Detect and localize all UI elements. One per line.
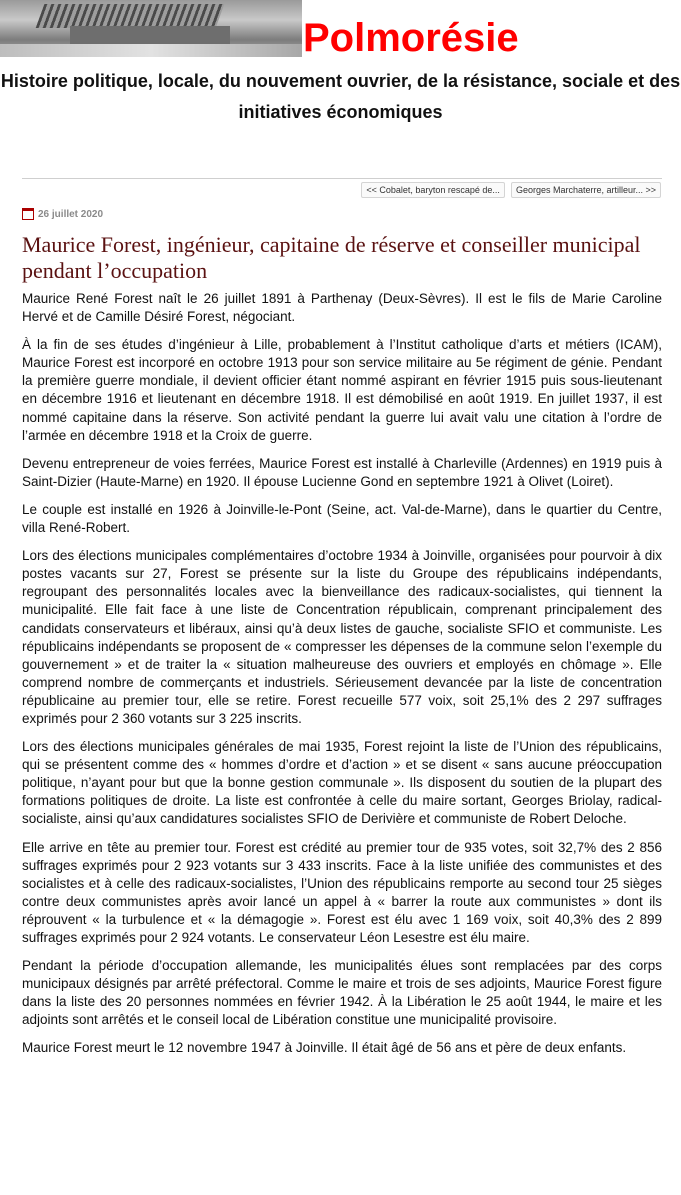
post-paragraph: Le couple est installé en 1926 à Joinville-le-Pont (Seine, act. Val-de-Marne), dans le quartier du Centre, villa René-Robert. (22, 501, 662, 536)
site-header (0, 0, 681, 135)
post-date: 26 juillet 2020 (38, 208, 104, 220)
post-paragraph: Maurice René Forest naît le 26 juillet 1891 à Parthenay (Deux-Sèvres). Il est le fils de Marie Caroline Hervé et de Camille Désiré Forest, négociant. (22, 291, 662, 325)
previous-post-link[interactable]: << Cobalet, baryton rescapé de... (361, 182, 505, 198)
post-paragraph: À la fin de ses études d’ingénieur à Lille, probablement à l’Institut catholique d’arts et métiers (ICAM), Maurice Forest est incorporé en octobre 1913 pour son service militaire au 5e régiment de génie. Pendant la première guerre mondiale, il devient officier étant nommé aspirant en février 1915 puis sous-lieutenant en décembre 1916 et lieutenant en décembre 1918. Il est démobilisé en août 1919. En juillet 1937, il est nommé capitaine dans la réserve. Son activité pendant la guerre lui avait valu une citation à l’ordre de l’armée en décembre 1918 et la Croix de guerre. (22, 337, 662, 443)
post-paragraph: Pendant la période d’occupation allemande, les municipalités élues sont remplacées par des corps municipaux désignés par arrêté préfectoral. Comme le maire et trois de ses adjoints, Maurice Forest figure dans la liste des 20 personnes nommées en février 1942. À la Libération le 25 août 1944, le maire et les adjoints sont arrêtés et le conseil local de Libération constitue une municipalité provisoire. (22, 958, 662, 1028)
calendar-icon (22, 208, 34, 220)
next-post-link[interactable]: Georges Marchaterre, artilleur... >> (511, 182, 661, 198)
post-body (22, 290, 662, 1068)
site-title[interactable]: Polmorésie (303, 16, 519, 60)
post-paragraph: Maurice Forest meurt le 12 novembre 1947 à Joinville. Il était âgé de 56 ans et père de deux enfants. (22, 1040, 627, 1056)
header-divider (22, 178, 662, 179)
post-navigation (361, 182, 661, 198)
post-paragraph: Lors des élections municipales complémentaires d’octobre 1934 à Joinville, organisées pour pourvoir à dix postes vacants sur 27, Forest se présente sur la liste du Groupe des républicains indépendants, regroupant des personnalités locales avec la bienveillance des radicaux-socialistes, qui tiennent la municipalité. Elle fait face à une liste de Concentration républicain, comprenant principalement des candidats conservateurs et libéraux, ainsi qu’à deux listes de gauche, socialiste SFIO et communiste. Les républicains indépendants se proposent de « compresser les dépenses de la commune selon l’exemple du gouvernement » et de traiter la « situation malheureuse des ouvriers et employés en chômage ». Elle comprend nombre de commerçants et industriels. Sérieusement devancée par la liste de concentration républicaine au premier tour, elle se retire. Forest recueille 577 voix, soit 25,1% des 2 297 suffrages exprimés pour 2 360 votants sur 3 225 inscrits. (22, 548, 662, 726)
post-paragraph: Lors des élections municipales générales de mai 1935, Forest rejoint la liste de l’Union des républicains, qui se présentent comme des « hommes d’ordre et d’action » et se disent « sans aucune préoccupation politique, n’ayant pour but que la bonne gestion communale ». Ils disposent du soutien de la plupart des formations politiques de droite. La liste est confrontée à celle du maire sortant, Georges Briolay, radical-socialiste, ainsi qu’aux candidatures socialistes SFIO de Derivière et communiste de Robert Deloche. (22, 739, 662, 827)
post-paragraph: Devenu entrepreneur de voies ferrées, Maurice Forest est installé à Charleville (Ardennes) en 1919 puis à Saint-Dizier (Haute-Marne) en 1920. Il épouse Lucienne Gond en septembre 1921 à Olivet (Loiret). (22, 455, 662, 489)
post-paragraph: Elle arrive en tête au premier tour. Forest est crédité au premier tour de 935 votes, soit 32,7% des 2 856 suffrages exprimés pour 2 923 votants sur 3 433 inscrits. Face à la liste unifiée des communistes et des socialistes et à celle des radicaux-socialistes, l’Union des républicains remporte au second tour 25 sièges contre deux communistes après avoir lancé un appel à « barrer la route aux communistes » dont ils réprouvent « la turbulence et « la démagogie ». Forest est élu avec 1 169 voix, soit 40,3% des 2 899 suffrages exprimés pour 2 924 votants. Le conservateur Léon Lesestre est élu maire. (22, 839, 662, 945)
post-title[interactable]: Maurice Forest, ingénieur, capitaine de réserve et conseiller municipal pendant l’occupation (22, 232, 641, 283)
banner-photo (0, 0, 302, 57)
post-date-row (22, 208, 103, 220)
site-tagline: Histoire politique, locale, du nouvement ouvrier, de la résistance, sociale et des initiatives économiques (0, 71, 681, 122)
